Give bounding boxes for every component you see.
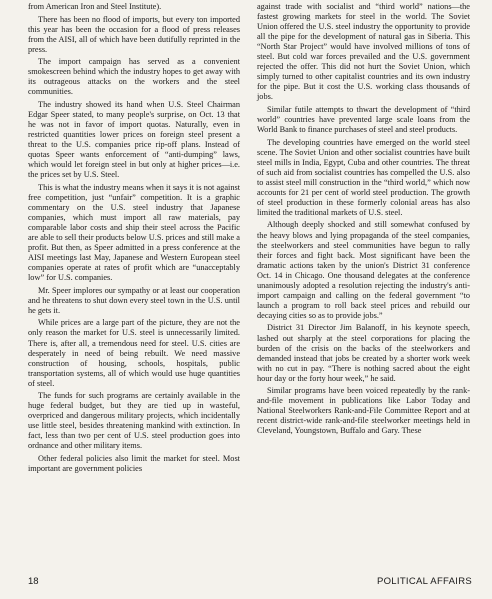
paragraph: Mr. Speer implores our sympathy or at least our cooperation and he threatens to shut down every steel town in the U.S. until he gets it. [28,285,240,315]
paragraph: This is what the industry means when it says it is not against free competition, just “unfair” competition. It is a graphic commentary on the U.S. steel industry that Japanese companies, which must import all raw materials, pay comparable labor costs and ship their steel across the Pacific are able to sell their products below U.S. prices and still make a profit. But then, as Speer admitted in a press conference at the AISI meetings last May, Japanese and Western European steel companies operate at rates of profit which are “unacceptably low” for U.S. companies. [28,182,240,283]
right-column [257,2,470,439]
paragraph: While prices are a large part of the picture, they are not the only reason the market for U.S. steel is unnecessarily limited. There is, after all, a tremendous need for steel. U.S. cities are desperately in need of being rebuilt. We need massive construction of housing, schools, hospitals, public transportation systems, all of which would use huge quantities of steel. [28,318,240,388]
paragraph: from American Iron and Steel Institute). [28,2,162,11]
paragraph: Although deeply shocked and still somewhat confused by the heavy blows and lying propaganda of the steel companies, the steelworkers and steel communities have begun to rally their forces and fight back. Most significant have been the dramatic actions taken by the union's District 31 conference Oct. 14 in Chicago. One thousand delegates at the conference unanimously adopted a resolution rejecting the industry's anti-import campaign and calling on the federal government “to launch a program to roll back steel prices and rebuild our decaying cities so as to provide jobs.” [257,220,470,320]
paragraph: The funds for such programs are certainly available in the huge federal budget, but they are tied up in wasteful, overpriced and dangerous military projects, which incidentally use little steel, besides threatening mankind with extinction. In fact, less than two per cent of U.S. steel production goes into ordnance and other military items. [28,391,240,451]
paragraph: There has been no flood of imports, but every ton imported this year has been the occasion for a flood of press releases from the AISI, all of which have been dutifully reprinted in the press. [28,14,240,54]
page-number: 18 [28,576,39,587]
paragraph: The developing countries have emerged on the world steel scene. The Soviet Union and other socialist countries have built steel mills in India, Egypt, Cuba and other countries. The threat of such aid from socialist countries has compelled the U.S. also to assist steel mill construction in the “third world,” which now accounts for 21 per cent of world steel production. The growth of steel production in these formerly colonial areas has also limited the traditional markets of U.S. steel. [257,137,470,217]
paragraph: The import campaign has served as a convenient smokescreen behind which the industry hopes to get away with its outrageous attacks on the workers and the steel communities. [28,57,240,97]
paragraph: The industry showed its hand when U.S. Steel Chairman Edgar Speer stated, to many people's surprise, on Oct. 13 that he was not in favor of import quotas. Naturally, even in restricted quantities lower prices on foreign steel present a threat to the U.S. companies price rip-off plans. Instead of quotas Speer wants enforcement of “anti-dumping” laws, which would let foreign steel in but only at higher prices—i.e. the prices set by U.S. Steel. [28,99,240,180]
paragraph: against trade with socialist and “third world” nations—the fastest growing markets for steel in the world. The Soviet Union offered the U.S. steel industry the opportunity to provide all the pipe for the development of natural gas in Siberia. This “North Star Project” would have involved millions of tons of steel. But cold war forces prevailed and the U.S. government rejected the offer. This did not hurt the Soviet Union, which simply turned to other capitalist countries and its own industry for the pipe. But it cost the U.S. working class thousands of jobs. [257,2,470,102]
paragraph: District 31 Director Jim Balanoff, in his keynote speech, lashed out sharply at the steel corporations for placing the burden of the crisis on the backs of the steelworkers and demanded instead that jobs be created by a shorter work week with no cut in pay. “There is nothing sacred about the eight hour day or the forty hour week,” he said. [257,323,470,383]
page-footer [28,576,472,587]
paragraph: Similar programs have been voiced repeatedly by the rank-and-file movement in publications like Labor Today and National Steelworkers Rank-and-File Committee Report and at recent district-wide rank-and-file steelworker meetings held in Cleveland, Youngstown, Buffalo and Gary. These [257,386,470,436]
paragraph: Other federal policies also limit the market for steel. Most important are government policies [28,454,240,474]
left-column [28,2,240,477]
publication-title: POLITICAL AFFAIRS [376,576,472,587]
paragraph: Similar futile attempts to thwart the development of “third world” countries have prevented large scale loans from the World Bank to finance purchases of steel and steel products. [257,104,470,135]
